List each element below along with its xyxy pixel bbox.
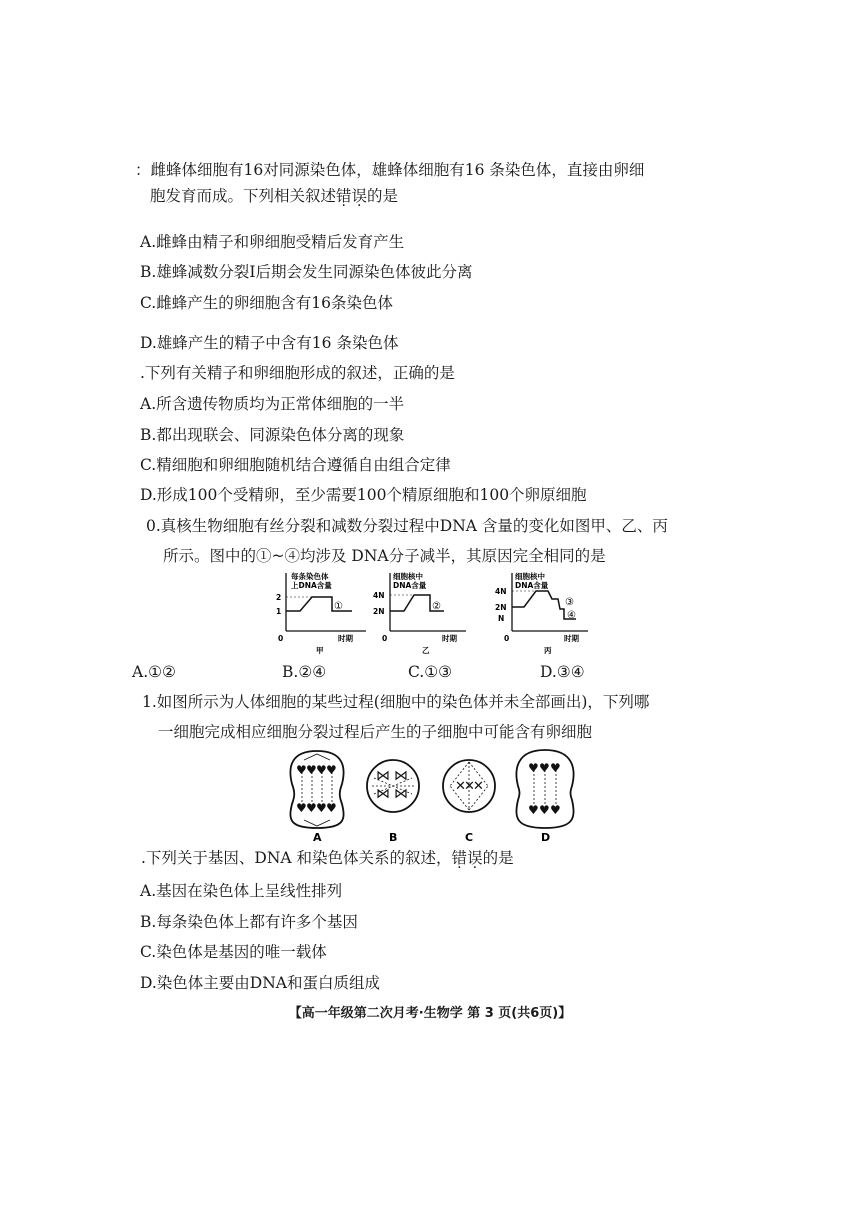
graph-jia-ylabel1: 每条染色体 <box>291 572 329 581</box>
graph-bing-mark-3: ③ <box>565 597 574 608</box>
svg-text:♥: ♥ <box>306 763 317 777</box>
q1-stem-post: 的是 <box>367 187 399 205</box>
svg-text:⋈: ⋈ <box>376 786 390 802</box>
graph-bing-tick-4n: 4N <box>495 587 507 596</box>
graph-bing-xlabel: 时期 <box>564 634 579 643</box>
q2-option-d: D.形成100个受精卵，至少需要100个精原细胞和100个卵原细胞 <box>140 486 587 504</box>
q1-stem-pre: 胞发育而成。下列相关叙述 <box>150 187 337 205</box>
page-footer: 【高一年级第二次月考·生物学 第 3 页(共6页)】 <box>288 1006 572 1021</box>
svg-text:⋈: ⋈ <box>376 768 390 784</box>
graph-bing-tick-2n: 2N <box>495 603 507 612</box>
svg-text:♥: ♥ <box>539 803 550 817</box>
q1-option-b: B.雄蜂减数分裂Ⅰ后期会发生同源染色体彼此分离 <box>140 263 473 281</box>
graph-jia-ylabel2: 上DNA含量 <box>291 581 332 590</box>
q3-option-a: A.①② <box>132 663 176 681</box>
svg-text:♥: ♥ <box>326 801 337 815</box>
graph-bing-origin: 0 <box>504 634 510 643</box>
graph-jia-caption: 甲 <box>316 646 324 655</box>
graph-bing <box>490 569 590 655</box>
cell-a <box>284 748 350 842</box>
svg-text:⋈: ⋈ <box>394 768 408 784</box>
svg-text:♥: ♥ <box>326 763 337 777</box>
q5-emphasis-2: 误 <box>467 849 483 867</box>
cell-b-label: B <box>389 831 398 842</box>
q2-option-c: C.精细胞和卵细胞随机结合遵循自由组合定律 <box>140 456 451 474</box>
cell-c <box>436 748 502 842</box>
svg-text:♥: ♥ <box>306 801 317 815</box>
graph-bing-caption: 丙 <box>544 646 552 655</box>
q5-option-c: C.染色体是基因的唯一载体 <box>140 943 327 961</box>
graph-yi <box>368 569 468 655</box>
q1-option-a: A.雌蜂由精子和卵细胞受精后发育产生 <box>140 233 405 251</box>
cell-a-label: A <box>313 831 322 842</box>
q4-stem-line2: 一细胞完成相应细胞分裂过程后产生的子细胞中可能含有卵细胞 <box>158 723 593 741</box>
q1-stem-line1: ：雌蜂体细胞有16对同源染色体，雄蜂体细胞有16 条染色体，直接由卵细 <box>135 161 645 179</box>
svg-text:♥: ♥ <box>528 803 539 817</box>
graph-jia-mark-1: ① <box>334 601 343 612</box>
graph-yi-tick-4n: 4N <box>373 591 385 600</box>
cell-d <box>510 748 580 842</box>
graph-yi-xlabel: 时期 <box>442 634 457 643</box>
graph-bing-mark-4: ④ <box>567 610 576 621</box>
svg-text:✕: ✕ <box>464 779 475 794</box>
svg-text:♥: ♥ <box>316 801 327 815</box>
svg-text:✕: ✕ <box>473 779 484 794</box>
q3-stem-line1: 0.真核生物细胞有丝分裂和减数分裂过程中DNA 含量的变化如图甲、乙、丙 <box>146 517 668 535</box>
svg-text:♥: ♥ <box>528 761 539 775</box>
cell-b <box>360 748 426 842</box>
svg-text:♥: ♥ <box>550 761 561 775</box>
graph-jia-tick-2: 2 <box>276 593 282 602</box>
q5-stem-pre: .下列关于基因、DNA 和染色体关系的叙述， <box>141 849 452 867</box>
svg-text:♥: ♥ <box>316 763 327 777</box>
graph-yi-caption: 乙 <box>422 646 430 655</box>
q5-stem-post: 的是 <box>482 849 514 867</box>
q3-option-b: B.②④ <box>282 663 327 681</box>
graph-bing-tick-n: N <box>498 614 505 623</box>
graph-yi-tick-2n: 2N <box>373 607 385 616</box>
q1-emphasis-2: 误 <box>351 187 368 205</box>
q2-option-b: B.都出现联会、同源染色体分离的现象 <box>140 426 405 444</box>
svg-text:⋈: ⋈ <box>394 786 408 802</box>
cell-c-label: C <box>465 831 474 842</box>
q1-option-c: C.雌蜂产生的卵细胞含有16条染色体 <box>140 294 393 312</box>
graph-bing-ylabel2: DNA含量 <box>515 581 549 590</box>
q3-option-d: D.③④ <box>540 663 585 681</box>
q4-stem-line1: 1.如图所示为人体细胞的某些过程(细胞中的染色体并未全部画出)，下列哪 <box>142 693 650 711</box>
q1-option-d: D.雄蜂产生的精子中含有16 条染色体 <box>140 334 399 352</box>
q3-option-c: C.①③ <box>408 663 453 681</box>
q5-emphasis-1: 错 <box>451 849 468 867</box>
q2-option-a: A.所含遗传物质均为正常体细胞的一半 <box>140 395 405 413</box>
graph-jia-xlabel: 时期 <box>338 634 353 643</box>
graph-yi-ylabel2: DNA含量 <box>393 581 427 590</box>
q5-stem <box>141 848 514 868</box>
svg-text:✕: ✕ <box>455 779 466 794</box>
q5-option-d: D.染色体主要由DNA和蛋白质组成 <box>140 974 380 992</box>
graph-bing-ylabel1: 细胞核中 <box>515 572 545 581</box>
graph-yi-mark-2: ② <box>432 601 441 612</box>
graph-jia-tick-1: 1 <box>276 607 282 616</box>
q3-stem-line2: 所示。图中的①~④均涉及 DNA分子减半，其原因完全相同的是 <box>163 547 606 565</box>
graph-yi-ylabel1: 细胞核中 <box>393 572 423 581</box>
svg-text:♥: ♥ <box>296 763 307 777</box>
graph-jia-origin: 0 <box>278 634 284 643</box>
cell-d-label: D <box>541 831 551 842</box>
q1-emphasis-1: 错 <box>336 187 352 205</box>
q5-option-a: A.基因在染色体上呈线性排列 <box>140 882 343 900</box>
graph-jia <box>270 569 370 655</box>
graph-yi-origin: 0 <box>382 634 388 643</box>
q1-stem-line2 <box>150 186 398 206</box>
q2-stem: .下列有关精子和卵细胞形成的叙述，正确的是 <box>140 364 455 382</box>
q5-option-b: B.每条染色体上都有许多个基因 <box>140 913 358 931</box>
svg-text:♥: ♥ <box>550 803 561 817</box>
svg-text:♥: ♥ <box>539 761 550 775</box>
svg-text:♥: ♥ <box>296 801 307 815</box>
